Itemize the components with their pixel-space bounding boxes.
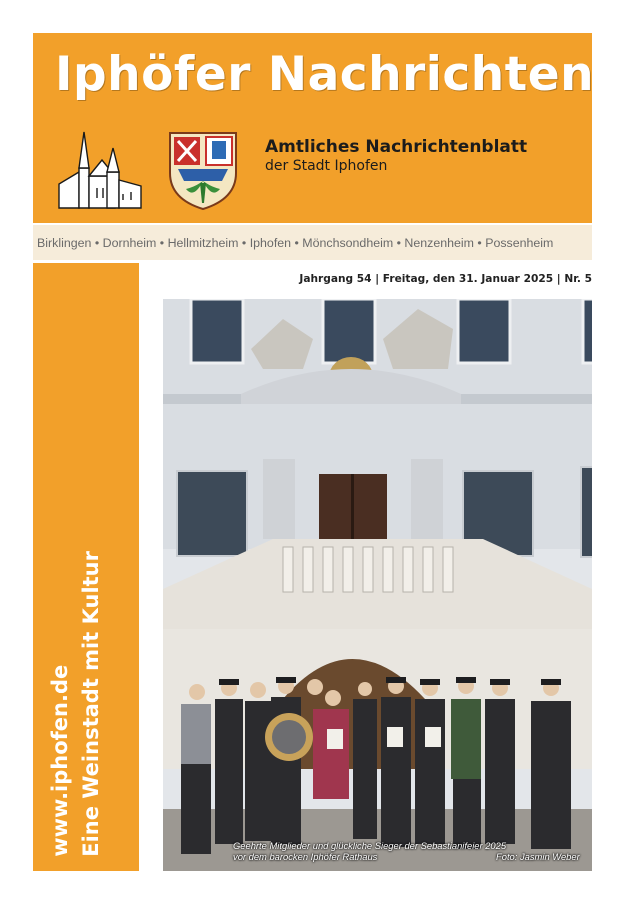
website-url: www.iphofen.de [48, 664, 72, 857]
sidebar-banner [33, 263, 139, 871]
caption-line-1: Geehrte Mitglieder und glückliche Sieger der Sebastianifeier 2025 [233, 840, 507, 851]
photo-credit: Foto: Jasmin Weber [496, 851, 580, 862]
issue-info: Jahrgang 54 | Freitag, den 31. Januar 2025 | Nr. 5 [299, 273, 592, 285]
photo-caption [233, 840, 506, 862]
newspaper-title: Iphöfer Nachrichten [55, 47, 595, 102]
city-crest-icon [164, 129, 242, 211]
subtitle-main: Amtliches Nachrichtenblatt [265, 137, 528, 157]
cover-photo [163, 299, 592, 871]
slogan: Eine Weinstadt mit Kultur [79, 551, 103, 857]
town-hall-illustration [163, 299, 592, 871]
subtitle-sub: der Stadt Iphofen [265, 158, 388, 174]
church-logo-icon [57, 128, 143, 210]
masthead [33, 33, 595, 223]
district-list: Birklingen • Dornheim • Hellmitzheim • Iphofen • Mönchsondheim • Nenzenheim • Possenheim [33, 225, 592, 260]
sidebar-text [45, 551, 107, 857]
caption-line-2: vor dem barocken Iphöfer Rathaus [233, 851, 378, 862]
